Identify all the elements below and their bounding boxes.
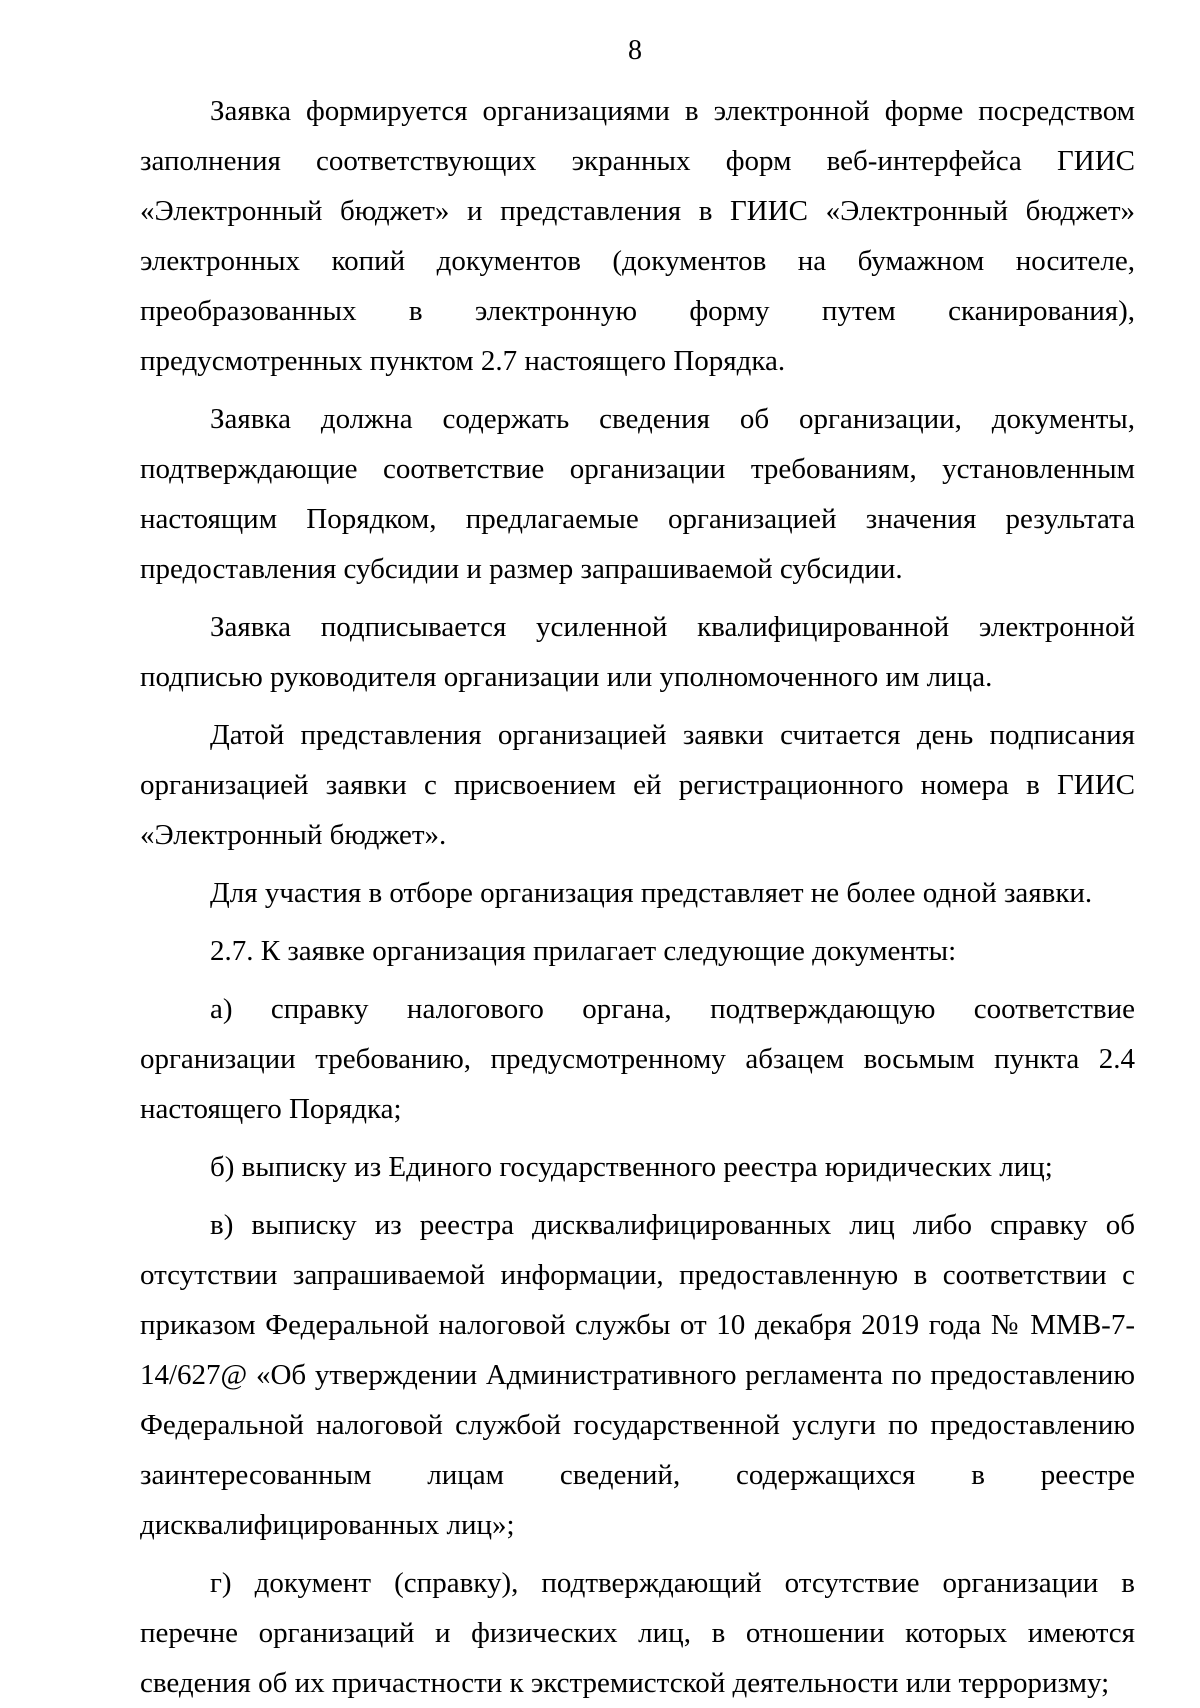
- paragraph-application-formation: Заявка формируется организациями в электронной форме посредством заполнения соответствующих экранных форм веб-интерфейса ГИИС «Электронный бюджет» и представления в ГИИС «Электронный бюджет» электронных копий документов (документов на бумажном носителе, преобразованных в электронную форму путем сканирования), предусмотренных пунктом 2.7 настоящего Порядка.: [140, 95, 1135, 377]
- document-body: [140, 86, 1135, 1708]
- paragraph-application-content: Заявка должна содержать сведения об организации, документы, подтверждающие соответствие организации требованиям, установленным настоящим Порядком, предлагаемые организацией значения результата предоставления субсидии и размер запрашиваемой субсидии.: [140, 403, 1135, 585]
- paragraph-application-signature: Заявка подписывается усиленной квалифицированной электронной подписью руководителя организации или уполномоченного им лица.: [140, 611, 1135, 693]
- list-item-g: г) документ (справку), подтверждающий отсутствие организации в перечне организаций и физических лиц, в отношении которых имеются сведения об их причастности к экстремистской деятельности или терроризму;: [140, 1567, 1135, 1699]
- list-item-v: в) выписку из реестра дисквалифицированных лиц либо справку об отсутствии запрашиваемой информации, предоставленную в соответствии с приказом Федеральной налоговой службы от 10 декабря 2019 года № ММВ-7-14/627@ «Об утверждении Административного регламента по предоставлению Федеральной налоговой службой государственной услуги по предоставлению заинтересованным лицам сведений, содержащихся в реестре дисквалифицированных лиц»;: [140, 1209, 1135, 1541]
- paragraph-single-application: Для участия в отборе организация представляет не более одной заявки.: [210, 877, 1093, 909]
- list-item-a: а) справку налогового органа, подтверждающую соответствие организации требованию, предусмотренному абзацем восьмым пункта 2.4 настоящего Порядка;: [140, 993, 1135, 1125]
- paragraph-submission-date: Датой представления организацией заявки считается день подписания организацией заявки с присвоением ей регистрационного номера в ГИИС «Электронный бюджет».: [140, 719, 1135, 851]
- list-item-b: б) выписку из Единого государственного реестра юридических лиц;: [210, 1151, 1053, 1183]
- page-number: 8: [628, 35, 642, 66]
- paragraph-section-2-7: 2.7. К заявке организация прилагает следующие документы:: [210, 935, 957, 967]
